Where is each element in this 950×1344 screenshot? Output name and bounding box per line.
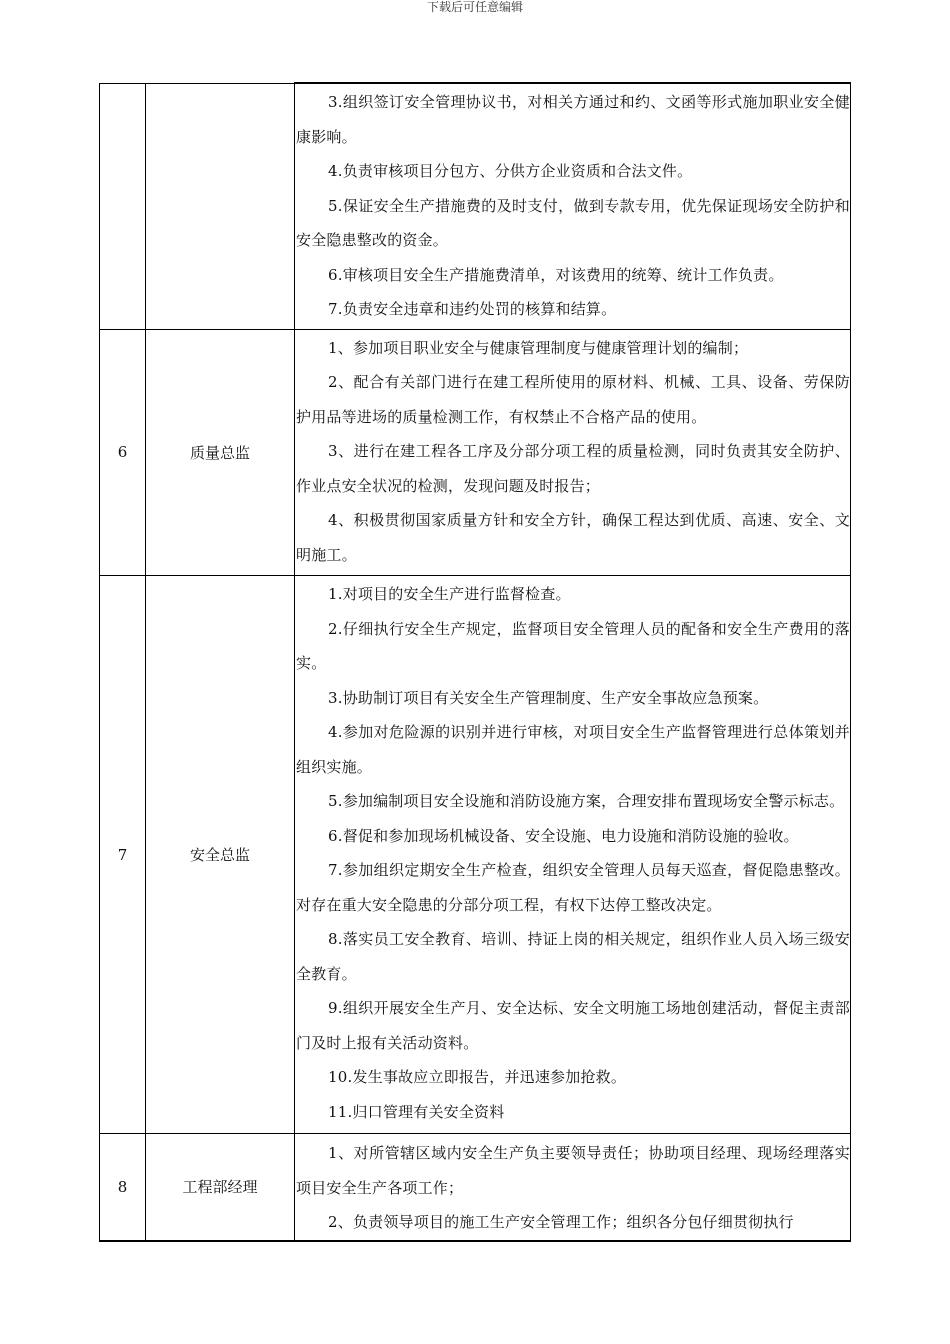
row-number: 6 xyxy=(100,329,146,576)
table-row xyxy=(100,1134,851,1241)
duty-item: 2、负责领导项目的施工生产安全管理工作；组织各分包仔细贯彻执行 xyxy=(328,1213,794,1231)
duty-item: 10.发生事故应立即报告，并迅速参加抢救。 xyxy=(328,1068,627,1086)
duty-item: 1.对项目的安全生产进行监督检查。 xyxy=(328,585,571,603)
duty-item: 7.负责安全违章和违约处罚的核算和结算。 xyxy=(328,300,617,318)
duties-cell xyxy=(295,576,851,1134)
duty-item: 1、对所管辖区域内安全生产负主要领导责任；协助项目经理、现场经理落实项目安全生产各项工作； xyxy=(296,1144,850,1197)
table-row xyxy=(100,329,851,576)
duty-item: 11.归口管理有关安全资料 xyxy=(328,1102,505,1121)
duty-item: 8.落实员工安全教育、培训、持证上岗的相关规定，组织作业人员入场三级安全教育。 xyxy=(296,930,850,983)
responsibility-table xyxy=(99,82,851,1242)
row-number: 7 xyxy=(100,576,146,1134)
duty-item: 6.督促和参加现场机械设备、安全设施、电力设施和消防设施的验收。 xyxy=(328,826,799,845)
duty-item: 2、配合有关部门进行在建工程所使用的原材料、机械、工具、设备、劳保防护用品等进场的质量检测工作，有权禁止不合格产品的使用。 xyxy=(296,373,850,426)
duty-item: 6.审核项目安全生产措施费清单，对该费用的统筹、统计工作负责。 xyxy=(328,265,784,284)
row-number: 8 xyxy=(100,1134,146,1241)
role-cell: 工程部经理 xyxy=(146,1134,295,1241)
duty-item: 5.保证安全生产措施费的及时支付，做到专款专用，优先保证现场安全防护和安全隐患整改的资金。 xyxy=(296,196,850,249)
duty-item: 7.参加组织定期安全生产检查，组织安全管理人员每天巡查，督促隐患整改。对存在重大安全隐患的分部分项工程，有权下达停工整改决定。 xyxy=(296,861,850,914)
duties-cell xyxy=(295,1134,851,1241)
duty-item: 3、进行在建工程各工序及分部分项工程的质量检测，同时负责其安全防护、作业点安全状况的检测，发现问题及时报告； xyxy=(296,442,850,495)
duty-item: 9.组织开展安全生产月、安全达标、安全文明施工场地创建活动，督促主责部门及时上报有关活动资料。 xyxy=(296,999,850,1052)
duty-item: 4.参加对危险源的识别并进行审核，对项目安全生产监督管理进行总体策划并组织实施。 xyxy=(296,723,850,776)
table-row xyxy=(100,83,851,329)
role-cell: 质量总监 xyxy=(146,329,295,576)
row-number xyxy=(100,83,146,329)
role-cell: 安全总监 xyxy=(146,576,295,1134)
duties-cell xyxy=(295,83,851,329)
duties-cell xyxy=(295,329,851,576)
duty-item: 1、参加项目职业安全与健康管理制度与健康管理计划的编制； xyxy=(328,338,749,357)
duty-item: 2.仔细执行安全生产规定，监督项目安全管理人员的配备和安全生产费用的落实。 xyxy=(296,619,850,672)
duty-item: 5.参加编制项目安全设施和消防设施方案，合理安排布置现场安全警示标志。 xyxy=(328,792,845,810)
duty-item: 3.协助制订项目有关安全生产管理制度、生产安全事故应急预案。 xyxy=(328,688,769,707)
duty-item: 4.负责审核项目分包方、分供方企业资质和合法文件。 xyxy=(328,162,693,180)
page-header: 下载后可任意编辑 xyxy=(426,0,523,14)
duty-item: 4、积极贯彻国家质量方针和安全方针，确保工程达到优质、高速、安全、文明施工。 xyxy=(296,511,850,564)
duty-item: 3.组织签订安全管理协议书，对相关方通过和约、文函等形式施加职业安全健康影响。 xyxy=(296,93,850,146)
role-cell xyxy=(146,83,295,329)
table-row xyxy=(100,576,851,1134)
